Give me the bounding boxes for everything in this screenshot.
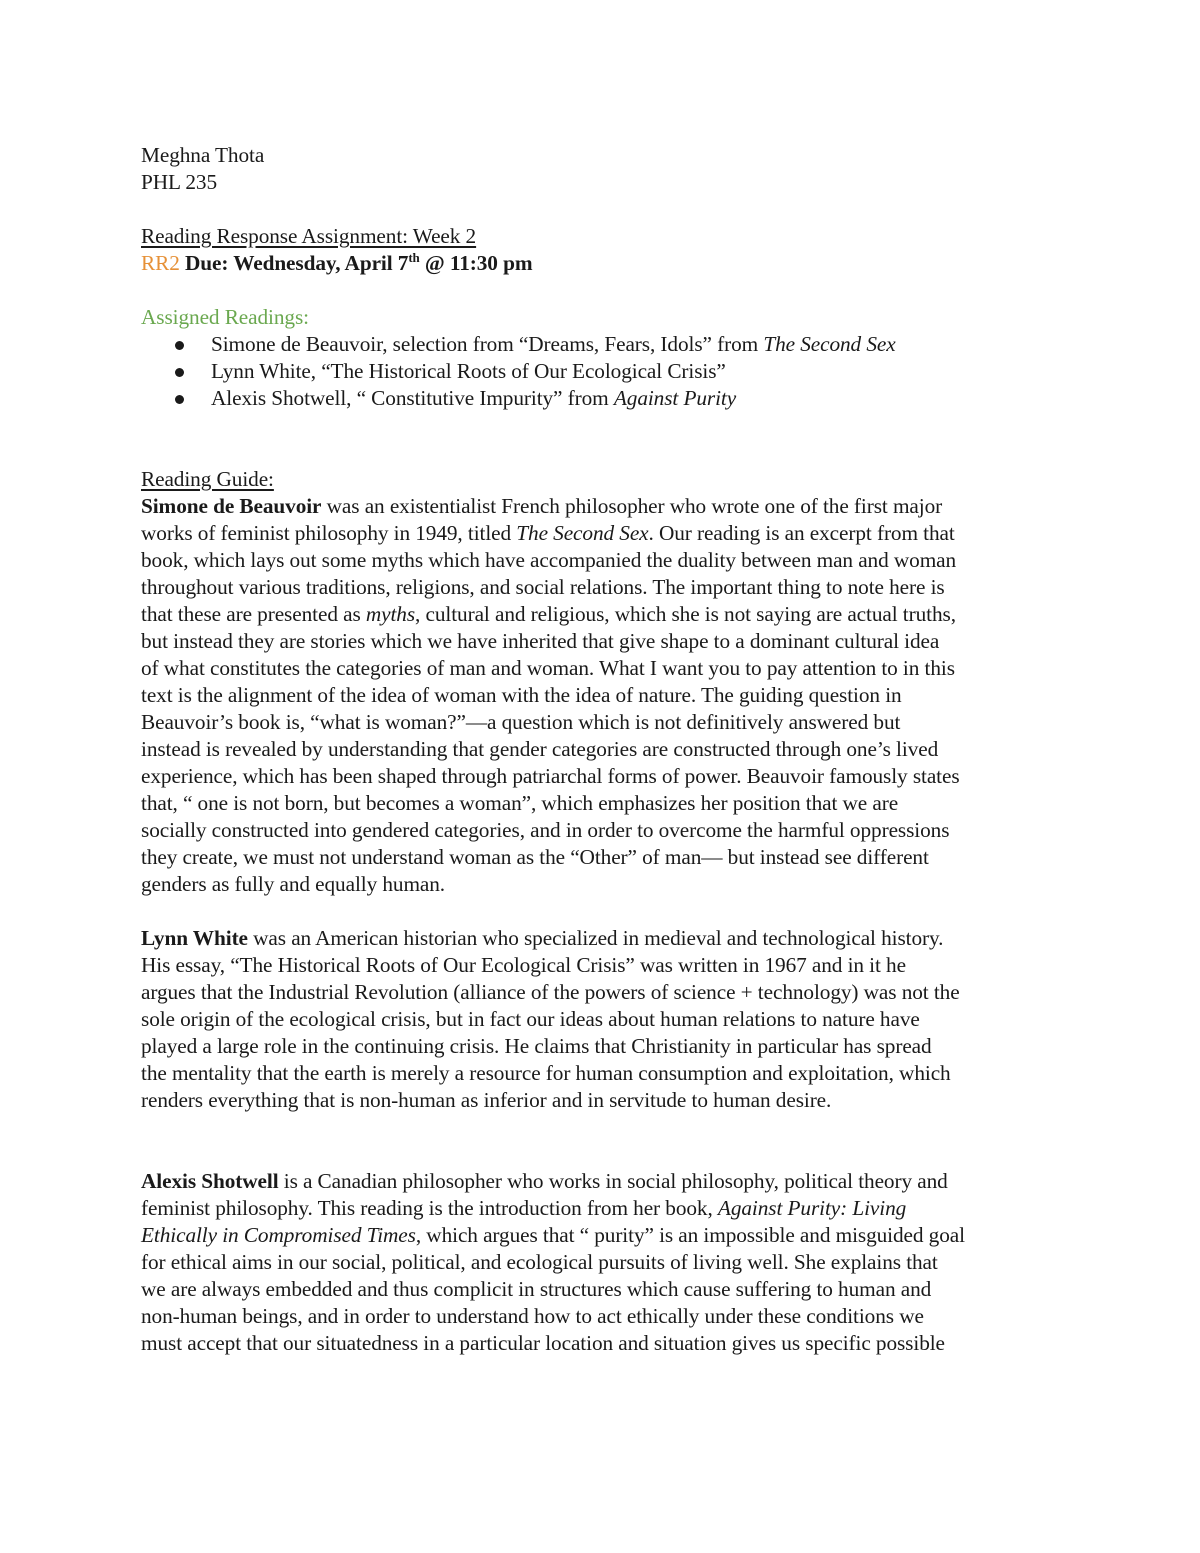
readings-list [141,331,1071,412]
beauvoir-paragraph: Simone de Beauvoir was an existentialist French philosopher who wrote one of the first major works of feminist philosophy in 1949, titled The Second Sex. Our reading is an excerpt from that book, which lays out some myths which have accompanied the duality between man and woman throughout various traditions, religions, and social relations. The important thing to note here is that these are presented as myths, cultural and religious, which she is not saying are actual truths, but instead they are stories which we have inherited that give shape to a dominant cultural idea of what constitutes the categories of man and woman. What I want you to pay attention to in this text is the alignment of the idea of woman with the idea of nature. The guiding question in Beauvoir’s book is, “what is woman?”—a question which is not definitively answered but instead is revealed by understanding that gender categories are constructed through one’s lived experience, which has been shaped through patriarchal forms of power. Beauvoir famously states that, “ one is not born, but becomes a woman”, which emphasizes her position that we are socially constructed into gendered categories, and in order to overcome the harmful oppressions they create, we must not understand woman as the “Other” of man— but instead see different genders as fully and equally human. [141,494,960,896]
shotwell-paragraph: Alexis Shotwell is a Canadian philosopher who works in social philosophy, political theory and feminist philosophy. This reading is the introduction from her book, Against Purity: Living Ethically in Compromised Times, which argues that “ purity” is an impossible and misguided goal for ethical aims in our social, political, and ecological pursuits of living well. She explains that we are always embedded and thus complicit in structures which cause suffering to human and non-human beings, and in order to understand how to act ethically under these conditions we must accept that our situatedness in a particular location and situation gives us specific possible [141,1169,965,1355]
list-item: Lynn White, “The Historical Roots of Our Ecological Crisis” [141,358,1071,385]
list-item: Alexis Shotwell, “ Constitutive Impurity” from Against Purity [141,385,1071,412]
due-date: Due: Wednesday, April 7th @ 11:30 pm [179,250,533,275]
shotwell-name: Alexis Shotwell [141,1169,279,1193]
list-item: Simone de Beauvoir, selection from “Dreams, Fears, Idols” from The Second Sex [141,331,1071,358]
bullet-icon [175,341,184,350]
white-name: Lynn White [141,926,248,950]
assignment-title: Reading Response Assignment: Week 2 [141,224,477,248]
bullet-icon [175,368,184,377]
assignment-code: RR2 [141,251,180,275]
course-code: PHL 235 [141,170,218,194]
bullet-icon [175,395,184,404]
due-line [141,250,1071,277]
readings-heading: Assigned Readings: [141,305,309,329]
document-page [141,142,1071,1357]
reading-guide-heading: Reading Guide: [141,467,274,491]
white-paragraph: Lynn White was an American historian who specialized in medieval and technological history. His essay, “The Historical Roots of Our Ecological Crisis” was written in 1967 and in it he argues that the Industrial Revolution (alliance of the powers of science + technology) was not the sole origin of the ecological crisis, but in fact our ideas about human relations to nature have played a large role in the continuing crisis. He claims that Christianity in particular has spread the mentality that the earth is merely a resource for human consumption and exploitation, which renders everything that is non-human as inferior and in servitude to human desire. [141,926,960,1112]
beauvoir-name: Simone de Beauvoir [141,494,322,518]
student-name: Meghna Thota [141,143,265,167]
